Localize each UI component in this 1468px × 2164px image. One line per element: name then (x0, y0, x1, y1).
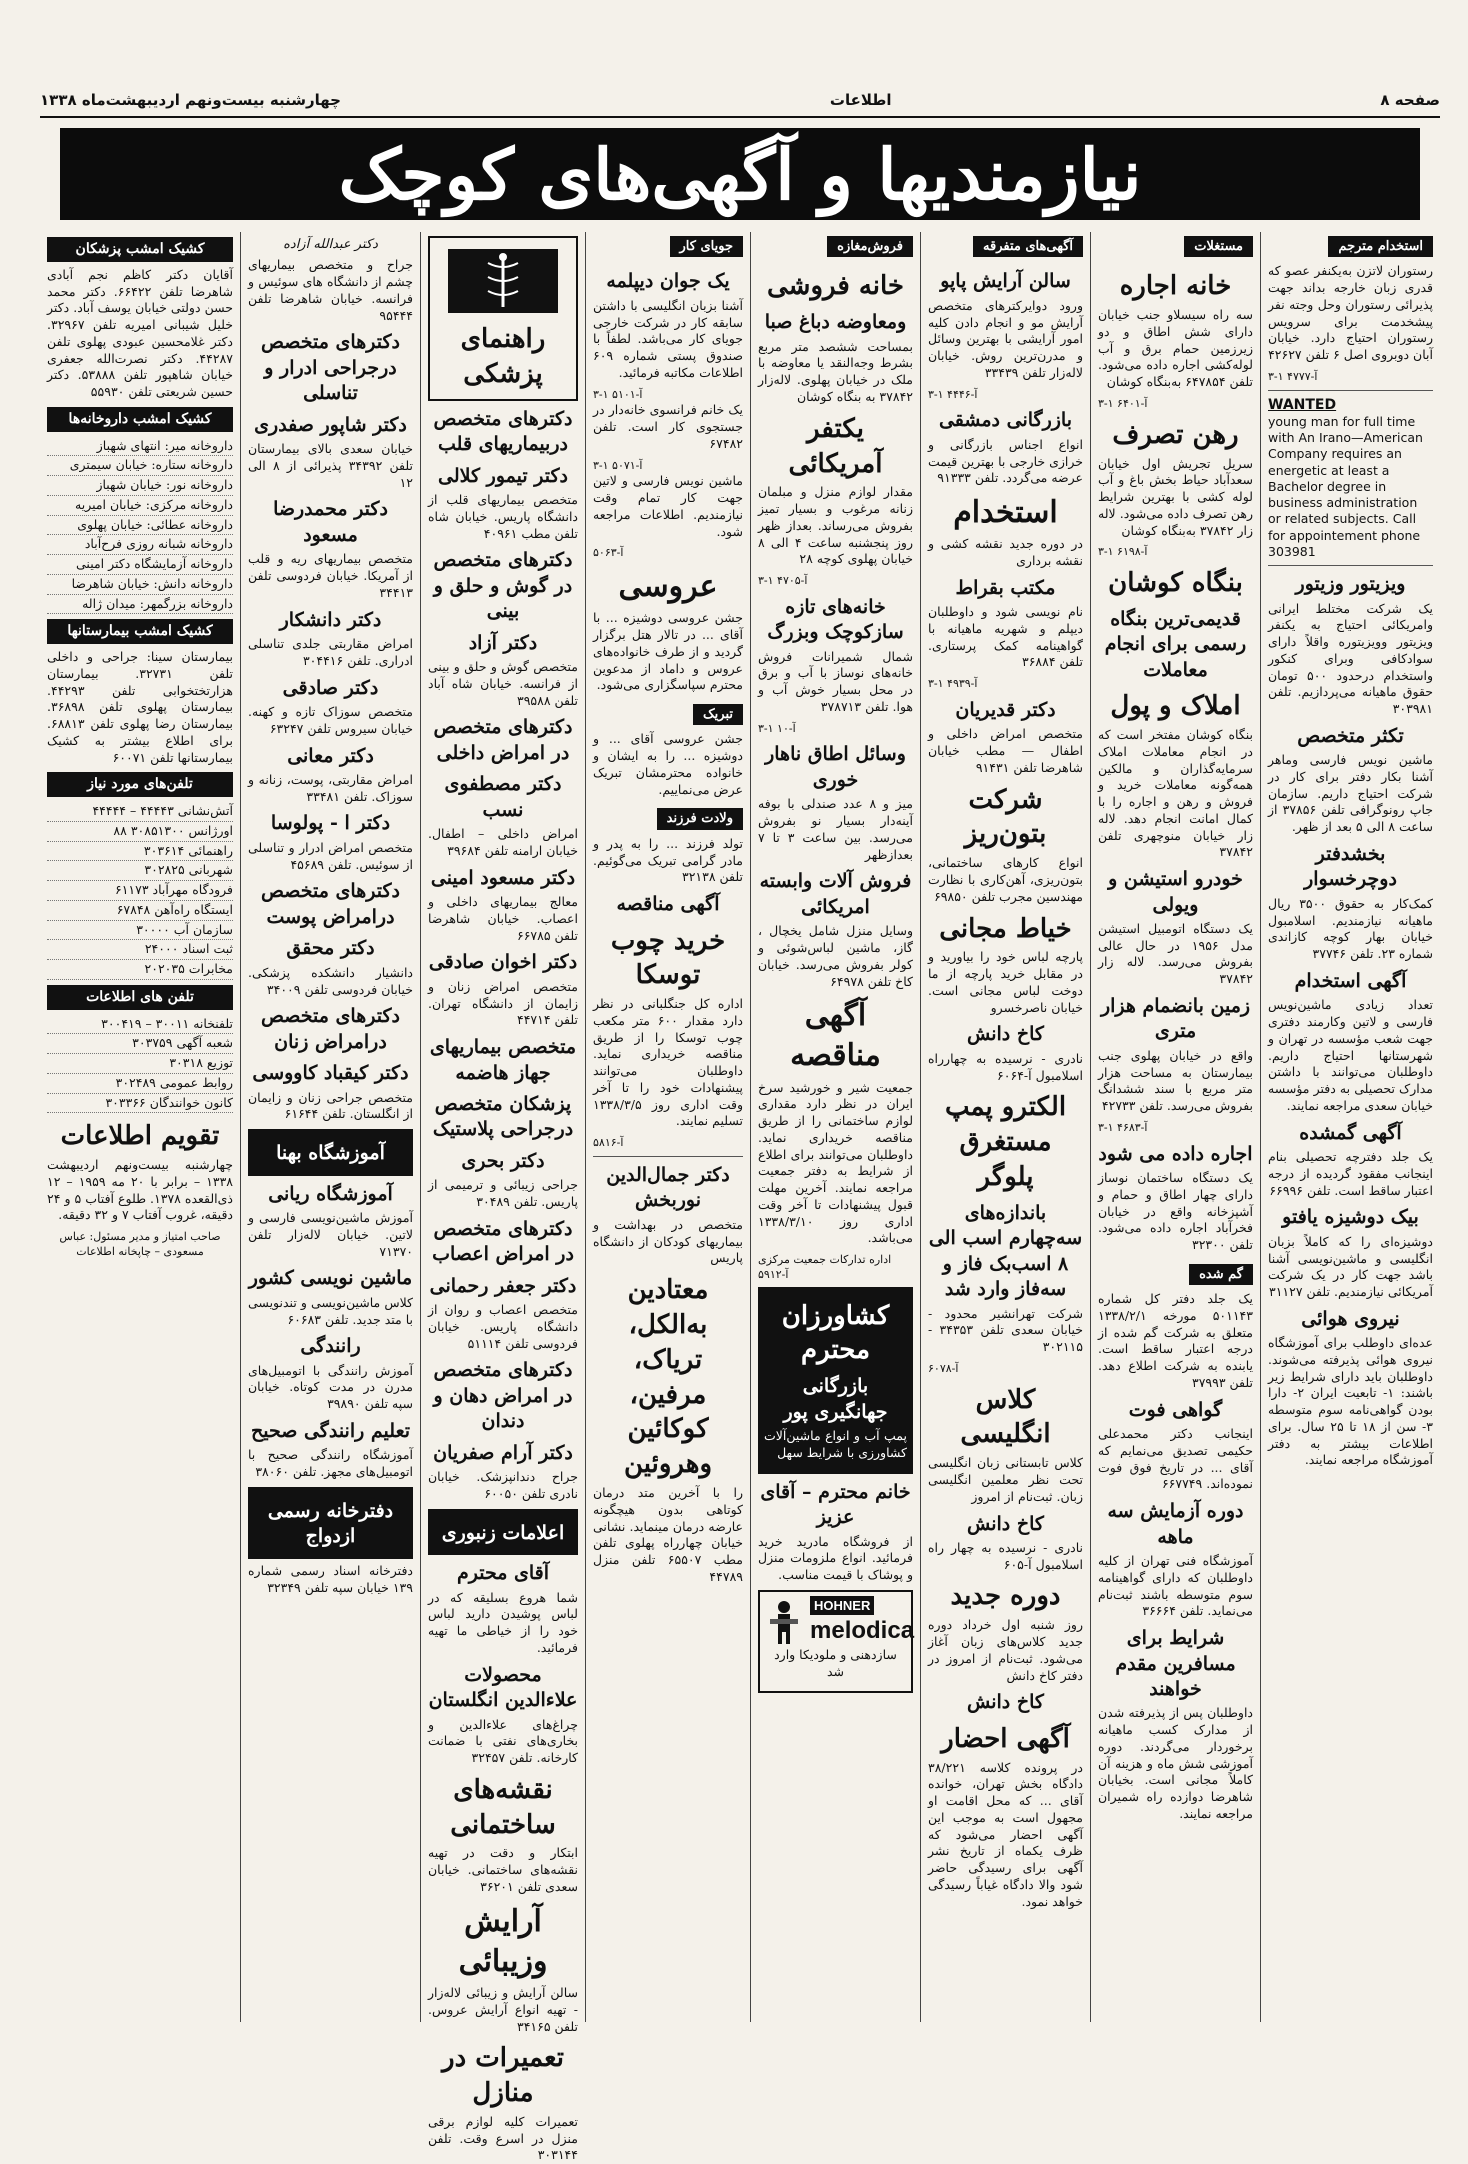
ad-ref: ۳-۱ آ-۶۱۹۸ (1098, 545, 1148, 559)
ad-heading: گواهی فوت (1128, 1398, 1223, 1421)
ad-text: روز شنبه اول خرداد دوره جدید کلاس‌های زبان آغاز می‌شود. ثبت‌نام از امروز در دفتر کاخ دانش (928, 1617, 1083, 1683)
ad-heading: ویزیتور وزیتور (1295, 573, 1406, 596)
ad-text: نام نویسی شود و داوطلبان دیپلم و شهریه ماهیانه با گواهینامه کمک پرستاری. تلفن ۳۶۸۸۴ (928, 604, 1083, 670)
ad-heading: یکتفر آمریکائی (788, 413, 883, 479)
ad-heading: خیاط مجانی (939, 913, 1072, 944)
ad-text: یک دستگاه اتومبیل استیشن مدل ۱۹۵۶ در حال عالی بفروش می‌رسد. لاله زار ۳۷۸۴۲ (1098, 920, 1253, 987)
ad-heading: شرکت بتون‌ریز (964, 784, 1047, 850)
ad-heading: دکتر جمال‌الدین نوربخش (606, 1163, 730, 1212)
notices-panel (428, 1509, 578, 1555)
ad-heading: اجاره داده می شود (1098, 1142, 1253, 1165)
ad-text: در دوره جدید نقشه کشی و نقشه برداری (928, 536, 1083, 568)
ad-text: جمعیت شیر و خورشید سرخ ایران در نظر دارد مقداری لوازم ساختمانی را از طریق مناقصه خریداری نماید. داوطلبان می‌توانند برای اطلاع از شرایط به دفتر جمعیت مراجعه نمایند. آخرین مهلت قبول پیشنهادات تا آخر وقت اداری روز ۱۳۳۸/۳/۱۰ می‌باشد. (758, 1079, 913, 1246)
ad-text: امراض مقاربتی، پوست، زنانه و سوزاک. تلفن ۳۳۴۸۱ (248, 771, 413, 804)
ad-text: سه راه سیسلاو جنب خیابان دارای شش اطاق و دو زیرزمین حمام برق و آب لوله‌کشی اجاره داده می‌شود. تلفن ۶۴۷۸۵۴ به‌بنگاه کوشان (1098, 307, 1253, 390)
ad-heading: دکتر بحری (461, 1149, 545, 1172)
hohner-note: سازدهنی و ملودیکا وارد شد (774, 1647, 897, 1680)
ad-text: یک خانم فرانسوی خانه‌دار در جستجوی کار است. تلفن ۶۷۴۸۲ (593, 402, 743, 451)
header-rule (40, 116, 1440, 118)
ad-heading: خانه فروشی (766, 271, 904, 302)
ad-columns (40, 232, 1440, 2163)
ad-heading: کاخ دانش (967, 1512, 1044, 1535)
ad-text: معالج بیماریهای داخلی و اعصاب. خیابان شاهرضا تلفن ۶۶۷۸۵ (428, 894, 578, 943)
list-item: ایستگاه راه‌آهن ۶۷۸۴۸ (47, 901, 233, 921)
ad-heading: کاخ دانش (967, 1691, 1044, 1714)
ad-text: جراحی زیبائی و ترمیمی از پاریس. تلفن ۳۰۴۸۹ (428, 1177, 578, 1210)
ad-heading: دکتر اخوان صادقی (428, 951, 578, 974)
issue-date: چهارشنبه بیست‌ونهم اردیبهشت‌ماه ۱۳۳۸ (40, 91, 341, 109)
ad-text: تولد فرزند ... را به پدر و مادر گرامی تبریک می‌گوئیم. تلفن ۳۲۱۳۸ (593, 835, 743, 885)
ad-text: متخصص امراض ادرار و تناسلی از سوئیس. تلفن ۴۵۶۸۹ (248, 839, 413, 872)
category-tag: جویای کار (670, 236, 743, 257)
ad-heading: تکثر متخصص (1297, 724, 1404, 747)
ad-heading: دکترهای متخصص در امراض اعصاب (432, 1217, 574, 1266)
ad-heading: خودرو استیشن و ویولی (1108, 868, 1243, 916)
ad-text: عده‌ای داوطلب برای آموزشگاه نیروی هوائی پذیرفته می‌شوند. داوطلبان باید دارای شرایط زیر باشند: ۱- تابعیت ایران ۲- دارا بودن گواهی‌نامه سوم متوسطه ۳- سن از ۱۸ تا ۲۵ سال. برای اطلاعات بیشتر به دفتر آموزشگاه مراجعه نمایند. (1268, 1335, 1433, 1468)
ad-text: داوطلبان پس از پذیرفته شدن از مدارک کسب ماهیانه برخوردار می‌گردند. دوره آموزشی شش ماه و هزینه آن کاملاً مجانی است. بخیابان شاهرضا دوازده راه شمیران مراجعه نمایند. (1098, 1705, 1253, 1821)
ad-heading: بخشدفتر دوچرخسوار (1304, 842, 1397, 891)
ad-text: متخصص امراض زنان و زایمان از دانشگاه تهران. تلفن ۴۴۷۱۴ (428, 978, 578, 1028)
ad-heading: آگهی مناقصه (790, 998, 881, 1074)
ad-ref: ۳-۱ آ-۴۷۷۷ (1268, 369, 1318, 383)
ad-heading: فروش آلات وابسته امریکائی (759, 870, 912, 918)
caduceus-icon (448, 249, 558, 313)
ad-text: میز و ۸ عدد صندلی با بوفه آینه‌دار بسیار نو بفروش می‌رسد. بین ساعت ۳ تا ۷ بعدازظهر (758, 796, 913, 862)
ad-heading: دکتر آرام صفریان (433, 1441, 573, 1464)
paper-name: اطلاعات (829, 91, 892, 109)
ad-heading: دکتر کیقباد کاووسی (252, 1062, 409, 1085)
ad-heading: دکترهای متخصص در امراض دهان و دندان (433, 1359, 573, 1433)
ad-heading: کلاس انگلیسی (960, 1384, 1051, 1450)
ad-heading: دوره آزمایش سه ماهه (1107, 1500, 1244, 1548)
publisher-credit: صاحب امتیاز و مدیر مسئول: عباس مسعودی – چاپخانه اطلاعات (59, 1230, 221, 1258)
ad-text: دوشیزه‌ای را که کاملاً بزبان انگلیسی و ماشین‌نویسی آشنا باشد جهت کار در یک شرکت آمریکائی نیازمندیم. تلفن ۳۱۱۲۷ (1268, 1233, 1433, 1299)
ettelaat-phones-title: تلفن های اطلاعات (47, 985, 233, 1010)
ad-text: اینجانب دکتر محمدعلی حکیمی تصدیق می‌نمایم که آقای ... در تاریخ فوق فوت نموده‌اند. ۶۶۷۷۴۹ (1098, 1426, 1253, 1492)
ad-text: بمساحت ششصد متر مربع بشرط وجه‌النقد یا معاوضه با ملک در خیابان پهلوی. لاله‌زار ۳۷۸۴۲ به بنگاه کوشان (758, 338, 913, 404)
category-tag: ولادت فرزند (657, 808, 743, 829)
ad-heading: دکتر ا - پولوسا (270, 812, 391, 835)
doctor-signature: دکتر عبدالله آزاده (283, 237, 378, 252)
category-tag: استخدام مترجم (1328, 236, 1433, 257)
ad-text: را با آخرین متد درمان کوتاهی بدون هیچگونه عارضه درمان مینماید. نشانی خیابان چهارراه پهلوی تلفن مطب ۶۵۵۰۷ تلفن منزل ۴۴۷۸۹ (593, 1485, 743, 1584)
ad-text: شما هروع بسلیقه که در لباس پوشیدن دارید لباس خود را از خیاطی ما تهیه فرمائید. (428, 1589, 578, 1655)
panel-title: کشاورزان محترم (781, 1300, 890, 1366)
ad-text: آموزشگاه رانندگی صحیح با اتومبیل‌های مجهز. تلفن ۳۸۰۶۰ (248, 1447, 413, 1480)
ad-text: شرکت تهرانشیر محدود - خیابان سعدی تلفن ۳۴۳۵۳ - ۳۰۲۱۱۵ (928, 1305, 1084, 1355)
ad-text: متخصص بیماریهای قلب از دانشگاه پاریس. خیابان شاه تلفن مطب ۴۰۹۶۱ (428, 492, 578, 541)
ad-heading: دکتر مسعود امینی (430, 866, 576, 889)
ad-text: شمال شمیرانات فروش خانه‌های نوساز با آب و برق در محل بسیار خوش آب و هوا. تلفن ۳۷۸۷۱۳ (758, 648, 913, 714)
ad-heading: خانه‌های تازه سازکوچک وبزرگ (767, 595, 904, 644)
panel-title: آموزشگاه بهنا (276, 1142, 385, 1165)
ad-heading: باندازه‌های سه‌چهارم اسب الی ۸ اسب‌بک فاز و سه‌فاز وارد شد (928, 1201, 1083, 1301)
column-2 (1090, 232, 1260, 2022)
ad-text: تعمیرات کلیه لوازم برقی منزل در اسرع وقت. تلفن ۳۰۳۱۴۴ (428, 2113, 578, 2163)
ad-text: سریل تجریش اول خیابان سعدآباد حیاط بخش باغ و آب لوله کشی با بهترین شرایط رهن تصرف داده می‌شود. لاله زار ۳۷۸۴۲ به‌بنگاه کوشان (1098, 455, 1253, 538)
ad-text: ماشین نویس فارسی و لاتین جهت کار تمام وقت نیازمندیم. اطلاعات مراجعه شود. (593, 473, 743, 539)
hohner-ad-panel (758, 1590, 913, 1693)
ad-heading: آموزشگاه ریانی (268, 1182, 393, 1205)
ad-heading: دکترهای متخصص در گوش و حلق و بینی (433, 549, 573, 623)
ad-text: متخصص جراحی زنان و زایمان از انگلستان. تلفن ۶۱۶۴۴ (248, 1089, 413, 1122)
ad-text: انواع کارهای ساختمانی، بتون‌ریزی، آهن‌کاری با نظارت مهندسین مجرب تلفن ۶۹۸۵۰ (928, 855, 1083, 904)
wanted-text: young man for full time with An Irano—American Company requires an energetic at least a Bachelor degree in business administration or related subjects. Call for appointement phone 303981 (1268, 413, 1423, 559)
pharmacy-list (47, 437, 233, 615)
hospital-box-title: کشیک امشب بیمارستانها (47, 619, 233, 644)
column-4 (750, 232, 920, 2022)
ad-ref: آ-۵۰۶۳ (593, 546, 624, 560)
ad-heading: تعلیم رانندگی صحیح (250, 1419, 411, 1442)
ad-text: متخصص گوش و حلق و بینی از فرانسه. خیابان شاه آباد تلفن ۳۹۵۸۸ (428, 659, 578, 708)
list-item: شعبه آگهی ۳۰۳۷۵۹ (47, 1034, 233, 1054)
ad-text: نادری - نرسیده به چهار راه اسلامبول آ-۶۰۵ (928, 1539, 1083, 1572)
ad-text: یک شرکت مختلط ایرانی وامریکائی احتیاج به یکنفر ویزیتور وویزیتوره واقلاً دارای سوادکافی وبرای کنکور واستخدام درحدود ۵۰۰ تومان حقوق ماهیانه می‌پردازیم. تلفن ۳۰۳۹۸۱ (1268, 600, 1433, 717)
ad-text: سالن آرایش و زیبائی لاله‌زار - تهیه انواع آرایش عروس. تلفن ۳۴۱۶۵ (428, 1985, 578, 2034)
ad-heading: دکتر صادقی (282, 676, 379, 699)
ad-heading: معتادین به‌الکل، تریاک، مرفین، کوکائین وهروئین (623, 1275, 713, 1480)
ad-text: آموزش ماشین‌نویسی فارسی و لاتین. خیابان لاله‌زار تلفن ۷۱۳۷۰ (248, 1210, 413, 1259)
ad-text: یک جلد دفترچه تحصیلی بنام اینجانب مفقود گردیده از درجه اعتبار ساقط است. تلفن ۶۶۹۹۶ (1268, 1149, 1433, 1198)
column-7 (240, 232, 420, 2022)
ad-text: امراض مقاربتی جلدی تناسلی ادراری. تلفن ۳۰۴۴۱۶ (248, 636, 413, 668)
ad-text: جراح و متخصص بیماریهای چشم از دانشگاه های سوئیس و فرانسه. خیابان شاهرضا تلفن ۹۵۴۴۴ (248, 257, 413, 323)
ad-text: کلاس تابستانی زبان انگلیسی تحت نظر معلمین انگلیسی زبان. ثبت‌نام از امروز (928, 1455, 1083, 1504)
ad-heading: زمین بانضمام هزار متری (1100, 994, 1251, 1043)
ad-heading: دکترهای متخصص درامراض زنان (261, 1005, 400, 1053)
ad-text: کمک‌کار به حقوق ۳۵۰۰ ریال ماهیانه نیازمندیم. اسلامبول خیابان بهار کوچه کازاندی شماره ۲۳. تلفن ۳۷۷۴۶ (1268, 895, 1433, 962)
category-tag: مستغلات (1184, 236, 1253, 257)
list-item: آتش‌نشانی ۴۴۴۴۳ – ۴۴۴۴۴ (47, 802, 233, 822)
ad-text: آموزش رانندگی با اتومبیل‌های مدرن در مدت کوتاه. خیابان سپه تلفن ۳۹۸۹۰ (248, 1362, 413, 1412)
column-6 (420, 232, 585, 2163)
ad-text: جشن عروسی دوشیزه ... با آقای ... در تالار هتل برگزار گردید و از طرف خانواده‌های عروس و داماد از مدعوین محترم سپاسگزاری می‌شود. (593, 610, 743, 693)
ad-ref: ۳-۱ آ-۴۷۰۵ (758, 574, 808, 588)
category-tag: فروش‌مغازه (827, 236, 913, 257)
list-item: داروخانه ستاره: خیابان سیمتری (47, 456, 233, 476)
english-ad (1268, 396, 1433, 560)
ettelaat-phones-list (47, 1015, 233, 1114)
ad-ref: آ-۵۸۱۶ (593, 1136, 624, 1150)
ad-text: اداره کل جنگلبانی در نظر دارد مقدار ۶۰۰ متر مکعب چوب توسکا را از طریق مناقصه خریداری نماید. داوطلبان می‌توانند پیشنهادات خود را تا آخر وقت اداری روز ۱۳۳۸/۳/۵ تسلیم نمایند. (593, 996, 743, 1129)
ad-text: دفترخانه اسناد رسمی شماره ۱۳۹ خیابان سپه تلفن ۳۲۳۴۹ (248, 1562, 413, 1595)
category-tag: آگهی‌های متفرقه (973, 236, 1083, 257)
ad-heading: دکترهای متخصص درامراض پوست (261, 880, 400, 928)
ad-text: پارچه لباس خود را بیاورید و در مقابل خرید پارچه از ما دوخت لباس مجانی است. خیابان ناصرخسرو (928, 949, 1083, 1015)
ad-heading: کاخ دانش (967, 1023, 1044, 1046)
list-item: شهربانی ۳۰۲۸۲۵ (47, 861, 233, 881)
phones-list (47, 802, 233, 980)
ad-heading: آگهی استخدام (1294, 969, 1407, 992)
ad-text: واقع در خیابان پهلوی جنب بیمارستان به مساحت هزار متر مربع با سند ششدانگ بفروش می‌رسد. تلفن ۴۲۷۳۳ (1098, 1047, 1253, 1114)
panel-title: اعلامات زنبوری (441, 1521, 565, 1544)
ad-text: ماشین نویس فارسی وماهر آشنا بکار دفتر برای کار در شرکت احتیاج داریم. سازمان جاپ رونوگرافی تلفن ۳۷۸۵۶ از ساعت ۸ الی ۵ بعد از ظهر. (1268, 752, 1434, 835)
list-item: داروخانه دانش: خیابان شاهرضا (47, 575, 233, 595)
ad-ref: ۳-۱ آ-۴۹۳۹ (928, 677, 978, 691)
ad-heading: الکترو پمپ مستغرق پلوگر (944, 1092, 1067, 1192)
ad-heading: قدیمی‌ترین بنگاه رسمی برای انجام معاملات (1104, 607, 1247, 681)
list-item: مخابرات ۲۰۲۰۳۵ (47, 960, 233, 980)
ad-heading: نقشه‌های ساختمانی (450, 1774, 556, 1840)
pharmacy-box-title: کشیک امشب داروخانه‌ها (47, 407, 233, 432)
ad-heading: دوره جدید (950, 1581, 1061, 1612)
ad-heading: دکتر معانی (287, 744, 374, 767)
ad-text: آشنا بزبان انگلیسی با داشتن سابقه کار در شرکت خارجی جویای کار می‌باشد. لطفاً با صندوق پستی شماره ۶۰۹ اطلاعات مکاتبه فرمائید. (593, 297, 743, 380)
ad-heading: آگهی گمشده (1299, 1121, 1402, 1144)
section-banner: نیازمندیها و آگهی‌های کوچک (60, 128, 1420, 220)
hohner-row (764, 1596, 915, 1648)
ad-heading: دکتر جعفر رحمانی (429, 1274, 577, 1297)
ad-heading: دکتر آزاد (468, 631, 538, 654)
list-item: تلفنخانه ۳۰۰۱۱ – ۳۰۰۴۱۹ (47, 1015, 233, 1035)
ad-text: دانشیار دانشکده پزشکی. خیابان فردوسی تلفن ۳۴۰۰۹ (248, 964, 413, 997)
list-item: داروخانه شبانه روزی فرح‌آباد (47, 535, 233, 555)
divider (1268, 565, 1433, 566)
ad-heading: رهن تصرف (1112, 419, 1239, 450)
ad-text: ابتکار و دقت در تهیه نقشه‌های ساختمانی. خیابان سعدی تلفن ۳۶۲۰۱ (428, 1845, 578, 1894)
category-tag: گم شده (1189, 1264, 1253, 1285)
ad-text: یک جلد دفتر کل شماره ۵۰۱۱۴۳ مورخه ۱۳۳۸/۲/۱ متعلق به شرکت گم شده از درجه اعتبار ساقط است. یابنده به شرکت اطلاع دهد. تلفن ۳۷۹۹۳ (1098, 1291, 1253, 1390)
ad-heading: دکتر قدیریان (955, 698, 1056, 721)
ad-heading: محصولات علاءالدین انگلستان (428, 1663, 578, 1712)
ad-heading: بیک دوشیزه یافتو (1282, 1206, 1419, 1229)
ad-heading: بنگاه کوشان (1108, 568, 1243, 599)
list-item: داروخانه نور: خیابان شهباز (47, 476, 233, 496)
ad-heading: بازرگانی دمشقی (938, 409, 1073, 432)
ad-heading: خانه اجاره (1119, 271, 1232, 302)
ad-heading: آقای محترم (456, 1562, 550, 1585)
ad-heading: دکتر دانشکار (279, 608, 382, 631)
ad-text: یک دستگاه ساختمان نوساز دارای چهار اطاق و حمام و آشپزخانه واقع در خیابان فخرآباد اجاره داده می‌شود. تلفن ۳۲۳۰۰ (1098, 1170, 1253, 1253)
ad-text: متخصص اعصاب و روان از دانشگاه پاریس. خیابان فردوسی تلفن ۵۱۱۱۴ (428, 1302, 578, 1351)
medical-emblem (434, 246, 572, 316)
wanted-title: WANTED (1268, 396, 1337, 413)
list-item: اورژانس ۳۰۸۵۱۳۰۰ ۸۸ (47, 822, 233, 842)
ad-ref: ۳-۱ آ-۵۰۷۱ (593, 458, 643, 472)
ad-ref: ۳-۱ آ-۶۴۰۱ (1098, 396, 1148, 410)
divider (593, 1156, 743, 1157)
ad-heading: دکتر تیمور کلالی (438, 464, 568, 487)
musician-icon (764, 1599, 804, 1645)
ad-text: مقدار لوازم منزل و مبلمان زنانه مرغوب و بسیار تمیز بفروش می‌رساند. بعداز ظهر روز پنجشنبه ساعت ۴ الی ۸ خیابان پهلوی کوچه ۲۸ (758, 484, 913, 567)
ad-heading: دکتر شاپور صفدری (254, 413, 407, 436)
ad-heading: وسائل اطاق ناهار خوری (765, 743, 906, 791)
school-panel (248, 1129, 413, 1175)
ad-text: جراح دندانپزشک. خیابان نادری تلفن ۶۰۰۵۰ (428, 1469, 578, 1501)
column-1 (1260, 232, 1440, 2022)
ad-heading: نیروی هوائی (1301, 1307, 1400, 1330)
panel-title: دفترخانه رسمی ازدواج (267, 1499, 394, 1548)
ad-ref: ۳-۱ آ-۵۱۰۱ (593, 387, 643, 401)
ad-text: ورود دوایرکترهای متخصص آرایش مو و انجام دادن کلیه امور آرایشی با بهترین وسائل و مدرن‌ترین روش. خیابان لاله‌زار تلفن ۳۳۴۳۹ (928, 297, 1083, 380)
ad-text: متخصص سوزاک تازه و کهنه. خیابان سیروس تلفن ۶۳۲۴۷ (248, 704, 413, 736)
ad-heading: پزشکان متخصص درجراحی پلاستیک (432, 1092, 574, 1141)
ad-text: وسایل منزل شامل یخچال ، گاز، ماشین لباس‌شوئی و کولر بفروش می‌رسد. خیابان کاخ تلفن ۶۴۹۷۸ (758, 923, 913, 989)
list-item: داروخانه میر: انتهای شهباز (47, 437, 233, 457)
ad-text: رستوران لاتزن به‌یکنفر عصو که قدری زبان خارجه بداند جهت پذیرائی رستوران وحل وجته نفر پیشخدمت برای سرویس رستوران احتیاج دارد. خیابان آبان دوبروی اصل ۶ تلفن ۴۲۶۲۷ (1268, 263, 1433, 363)
ad-text: امراض داخلی – اطفال. خیابان ارامنه تلفن ۳۹۶۸۴ (428, 826, 578, 858)
ad-text: آقایان دکتر کاظم نجم آبادی شاهرضا تلفن ۶۶۴۲۲. دکتر محمد حسن دولتی خیابان یوسف آباد. دکتر خلیل شیبانی امیریه تلفن ۳۲۹۶۷. دکتر غلامحسین عبودی پهلوی تلفن ۴۴۲۸۷. دکتر نصرت‌الله جعفری خیابان شاهپور تلفن ۵۳۸۸۸. دکتر حسین شریعتی تلفن ۵۵۹۳۰ (47, 266, 233, 399)
ad-heading: خرید چوب توسکا (610, 925, 726, 991)
ad-ref: اداره تدارکات جمعیت مرکزی آ-۵۹۱۲ (758, 1253, 892, 1281)
list-item: فرودگاه مهرآباد ۶۱۱۷۳ (47, 881, 233, 901)
ad-heading: شرایط برای مسافرین مقدم خواهند (1115, 1627, 1236, 1700)
column-8 (40, 232, 240, 2022)
ad-text: چراغ‌های علاءالدین و بخاری‌های نفتی با ضمانت کارخانه. تلفن ۳۲۴۵۷ (428, 1716, 578, 1766)
ad-ref: ۳-۱ آ-۴۴۴۶ (928, 387, 978, 401)
ad-text: بنگاه کوشان مفتخر است که در انجام معاملات املاک سرمایه‌گذاران و مالکین همه‌گونه معاملات خرید و فروش و رهن و اجاره را با کمال امانت انجام دهد. لاله زار خیابان منوچهری تلفن ۳۷۸۴۲ (1098, 727, 1253, 860)
ad-text: بیمارستان سینا: جراحی و داخلی تلفن ۳۲۷۳۱. بیمارستان هزارتختخوابی تلفن ۴۴۲۹۳. بیمارستان پهلوی تلفن ۳۶۸۹۸. بیمارستان رضا پهلوی تلفن ۶۸۸۱۳. برای اطلاع بیشتر به کشیک بیمارستانها تلفن ۶۰۰۷۱ (47, 649, 233, 765)
ad-text: جشن عروسی آقای ... و دوشیزه ... را به ایشان و خانواده محترمشان تبریک عرض می‌نماییم. (593, 731, 743, 797)
phones-box-title: تلفن‌های مورد نیاز (47, 772, 233, 797)
hohner-model: melodica (810, 1617, 915, 1645)
column-5 (585, 232, 750, 2022)
list-item: داروخانه عطائی: خیابان پهلوی (47, 516, 233, 536)
ad-heading: دکتر محقق (286, 937, 375, 960)
ad-heading: سالن آرایش پاپو (940, 270, 1071, 293)
registry-panel (248, 1487, 413, 1559)
ad-text: متخصص امراض داخلی و اطفال — مطب خیابان شاهرضا تلفن ۹۱۴۳۱ (928, 726, 1083, 775)
doctors-box-title: کشیک امشب پزشکان (47, 237, 233, 262)
ad-heading: تعمیرات در منازل (442, 2043, 564, 2109)
panel-title: راهنمای پزشکی (460, 324, 546, 389)
page-number: صفحه ۸ (1380, 91, 1440, 109)
list-item: توزیع ۳۰۳۱۸ (47, 1054, 233, 1074)
ad-heading: دکترهای متخصص درجراحی ادرار و تناسلی (261, 331, 400, 405)
ad-heading: آرایش وزیبائی (458, 1903, 548, 1979)
ad-heading: دکتر محمدرضا مسعود (273, 498, 388, 546)
ad-heading: ماشین نویسی کشور (248, 1267, 413, 1290)
ad-heading: آگهی احضار (941, 1723, 1070, 1754)
ad-text: متخصص بیماریهای ریه و قلب از آمریکا. خیابان فردوسی تلفن ۳۴۴۱۳ (248, 551, 413, 600)
ad-ref: آ-۶۰۷۸ (928, 1361, 959, 1375)
ad-heading: ومعاوضه دباغ صبا (764, 311, 907, 334)
ad-text: آموزشگاه فنی تهران از کلیه داوطلبان که دارای گواهینامه سوم متوسطه باشند ثبت‌نام می‌نماید. تلفن ۳۶۶۶۴ (1098, 1553, 1253, 1619)
list-item: داروخانه آزمایشگاه دکتر امینی (47, 555, 233, 575)
ad-heading: مکتب بقراط (955, 576, 1056, 599)
ad-heading: متخصص بیماریهای جهاز هاضمه (429, 1036, 577, 1084)
ad-text: نادری - نرسیده به چهارراه اسلامبول آ-۶۰۶۴ (928, 1050, 1083, 1083)
ad-heading: استخدام (953, 495, 1058, 531)
ad-text: تعداد زیادی ماشین‌نویس فارسی و لاتین وکارمند دفتری جهت شعب مؤسسه در تهران و شهرستانها احتیاج داریم. داوطلبان می‌توانند با داشتن مدارک تحصیلی به دفتر مؤسسه خیابان سعدی مراجعه نمایند. (1268, 997, 1433, 1113)
list-item: کانون خوانندگان ۳۰۳۳۶۶ (47, 1094, 233, 1114)
list-item: داروخانه مرکزی: خیابان امیریه (47, 496, 233, 516)
ad-text: از فروشگاه مادرید خرید فرمائید. انواع ملزومات منزل و پوشاک با قیمت مناسب. (758, 1533, 913, 1583)
ad-heading: دکترهای متخصص در امراض داخلی (433, 716, 573, 764)
hohner-text (810, 1596, 914, 1648)
ad-ref: ۳-۱ آ-۴۶۸۳ (1098, 1120, 1148, 1134)
ad-text: کلاس ماشین‌نویسی و تندنویسی با متد جدید. تلفن ۶۰۶۸۳ (248, 1294, 413, 1327)
medical-guide-panel (428, 236, 578, 401)
ad-text: انواع اجناس بازرگانی و خرازی خارجی با بهترین قیمت عرضه می‌گردد. تلفن ۹۱۳۳۳ (928, 436, 1083, 486)
list-item: راهنمائی ۳۰۳۶۱۴ (47, 842, 233, 862)
hohner-brand: HOHNER (810, 1596, 874, 1615)
ad-heading: یک جوان دیپلمه (606, 270, 730, 293)
ad-heading: رانندگی (300, 1335, 361, 1358)
ad-heading: آگهی مناقصه (616, 893, 720, 916)
list-item: داروخانه بزرگمهر: میدان ژاله (47, 595, 233, 615)
panel-text: پمپ آب و انواع ماشین‌آلات کشاورزی با شرایط سهل (764, 1428, 907, 1460)
ad-heading: خانم محترم – آقای عزیز (760, 1480, 911, 1529)
ad-text: در پرونده کلاسه ۳۸/۲۲۱ دادگاه بخش تهران، خوانده آقای ... که محل اقامت او مجهول است به موجب این آگهی احضار می‌شود که ظرف یکماه از تاریخ نشر آگهی برای رسیدگی حاضر شود والا دادگاه غیاباً رسیدگی خواهد نمود. (928, 1759, 1083, 1909)
divider (1268, 390, 1433, 391)
ad-heading: دکترهای متخصص دربیماریهای قلب (433, 407, 573, 456)
ad-heading: املاک و پول (1110, 691, 1241, 722)
list-item: روابط عمومی ۳۰۲۴۸۹ (47, 1074, 233, 1094)
panel-subtitle: بازرگانی جهانگیری پور (783, 1375, 888, 1423)
ad-heading: دکتر مصطفوی نسب (444, 773, 562, 821)
farmers-ad-panel (758, 1287, 913, 1474)
ad-heading: عروسی (618, 569, 718, 605)
column-3 (920, 232, 1090, 2022)
calendar-text: چهارشنبه بیست‌ونهم اردیبهشت ۱۳۳۸ – برابر با ۲۰ مه ۱۹۵۹ – ۱۲ ذی‌القعده ۱۳۷۸. طلوع آفتاب ۵ و ۲۴ دقیقه، غروب آفتاب ۷ و ۳۲ دقیقه. (47, 1157, 233, 1223)
category-tag: تبریک (693, 704, 743, 725)
list-item: سازمان آب ۳۰۰۰۰ (47, 921, 233, 941)
list-item: ثبت اسناد ۲۴۰۰۰ (47, 940, 233, 960)
page-header (40, 88, 1440, 112)
ad-text: متخصص در بهداشت و بیماریهای کودکان از دانشگاه پاریس (593, 1216, 743, 1266)
ad-text: خیابان سعدی بالای بیمارستان تلفن ۳۴۳۹۲ پذیرائی از ۸ الی ۱۲ (248, 441, 413, 490)
calendar-title: تقویم اطلاعات (60, 1121, 220, 1152)
ad-ref: ۳-۱ آ-۱۰ (758, 721, 796, 735)
